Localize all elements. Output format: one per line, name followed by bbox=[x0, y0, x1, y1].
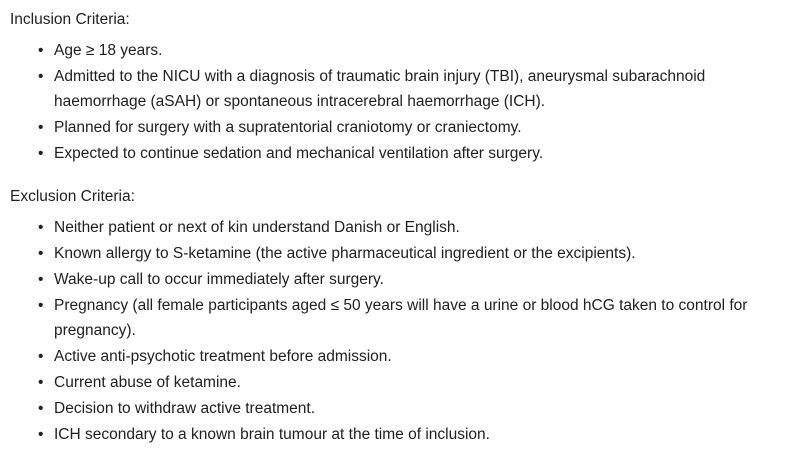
list-item bbox=[10, 396, 795, 421]
inclusion-criteria-list bbox=[10, 38, 795, 167]
list-item bbox=[10, 370, 795, 395]
list-item bbox=[10, 267, 795, 292]
exclusion-criteria-heading: Exclusion Criteria: bbox=[10, 187, 135, 205]
list-item-text: Known allergy to S-ketamine (the active pharmaceutical ingredient or the excipients). bbox=[54, 244, 636, 262]
bullet-icon: • bbox=[38, 218, 44, 236]
bullet-icon: • bbox=[38, 244, 44, 262]
bullet-icon: • bbox=[38, 348, 44, 366]
inclusion-criteria-heading: Inclusion Criteria: bbox=[10, 11, 130, 28]
list-item bbox=[10, 215, 795, 240]
bullet-icon: • bbox=[38, 68, 44, 86]
list-item-text: Decision to withdraw active treatment. bbox=[54, 400, 316, 418]
list-item bbox=[10, 344, 795, 369]
list-item-text: Pregnancy (all female participants aged ≤ 50 years will have a urine or blood hCG taken to control for pregnancy). bbox=[54, 296, 748, 340]
list-item-text: ICH secondary to a known brain tumour at the time of inclusion. bbox=[54, 426, 490, 444]
exclusion-criteria-list bbox=[10, 215, 795, 448]
list-item bbox=[10, 293, 795, 343]
list-item-text: Planned for surgery with a supratentorial craniotomy or craniectomy. bbox=[54, 119, 522, 137]
list-item bbox=[10, 422, 795, 447]
list-item-text: Neither patient or next of kin understand Danish or English. bbox=[54, 218, 460, 236]
bullet-icon: • bbox=[38, 119, 44, 137]
bullet-icon: • bbox=[38, 426, 44, 444]
bullet-icon: • bbox=[38, 42, 44, 60]
bullet-icon: • bbox=[38, 400, 44, 418]
list-item bbox=[10, 38, 795, 63]
bullet-icon: • bbox=[38, 270, 44, 288]
list-item bbox=[10, 64, 795, 114]
list-item bbox=[10, 141, 795, 166]
list-item-text: Current abuse of ketamine. bbox=[54, 374, 241, 392]
bullet-icon: • bbox=[38, 296, 44, 314]
bullet-icon: • bbox=[38, 374, 44, 392]
list-item bbox=[10, 241, 795, 266]
list-item-text: Expected to continue sedation and mechanical ventilation after surgery. bbox=[54, 145, 544, 163]
list-item-text: Age ≥ 18 years. bbox=[54, 42, 163, 60]
bullet-icon: • bbox=[38, 145, 44, 163]
list-item-text: Admitted to the NICU with a diagnosis of traumatic brain injury (TBI), aneurysmal subarachnoid haemorrhage (aSAH) or spontaneous intracerebral haemorrhage (ICH). bbox=[54, 68, 706, 111]
list-item-text: Wake-up call to occur immediately after surgery. bbox=[54, 270, 384, 288]
list-item-text: Active anti-psychotic treatment before admission. bbox=[54, 348, 392, 366]
list-item bbox=[10, 115, 795, 140]
